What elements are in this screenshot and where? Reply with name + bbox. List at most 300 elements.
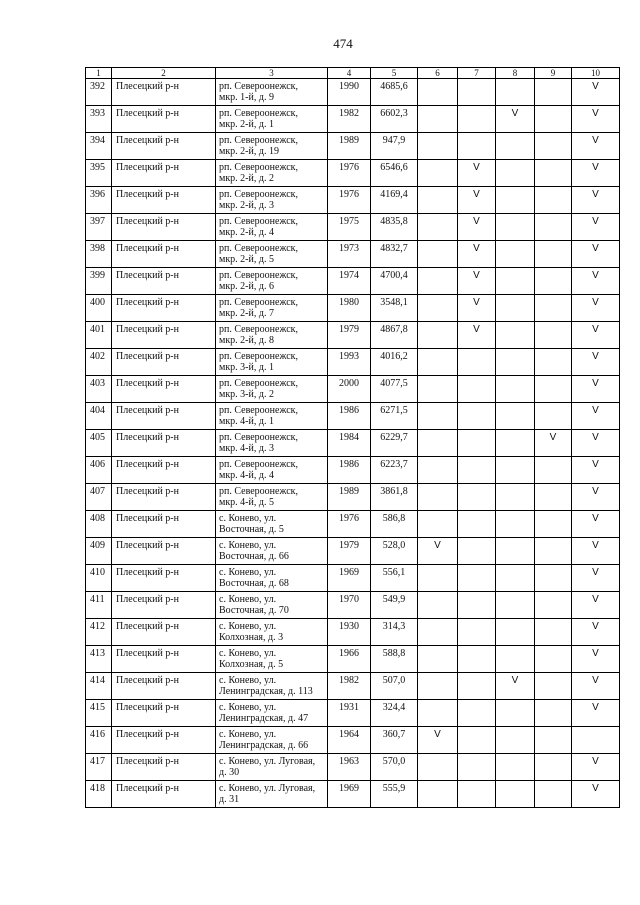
column-header: 4 [328, 68, 371, 79]
column-9-mark [535, 295, 572, 322]
address-cell: с. Конево, ул. Ленинградская, д. 113 [216, 673, 328, 700]
district-cell: Плесецкий р-н [112, 106, 216, 133]
column-header: 7 [458, 68, 496, 79]
table-row [86, 511, 620, 538]
column-8-mark: V [496, 106, 535, 133]
address-cell: с. Конево, ул. Восточная, д. 66 [216, 538, 328, 565]
table-row [86, 592, 620, 619]
column-6-mark [418, 565, 458, 592]
column-8-mark [496, 133, 535, 160]
table-body [86, 79, 620, 808]
column-header: 2 [112, 68, 216, 79]
column-10-mark: V [572, 376, 620, 403]
column-header: 3 [216, 68, 328, 79]
year-built-cell: 1976 [328, 187, 371, 214]
area-cell: 555,9 [371, 781, 418, 808]
column-7-mark [458, 754, 496, 781]
column-10-mark: V [572, 133, 620, 160]
column-9-mark [535, 619, 572, 646]
district-cell: Плесецкий р-н [112, 511, 216, 538]
column-10-mark: V [572, 619, 620, 646]
table-row [86, 565, 620, 592]
address-cell: рп. Североонежск, мкр. 2-й, д. 4 [216, 214, 328, 241]
table-row [86, 160, 620, 187]
area-cell: 528,0 [371, 538, 418, 565]
district-cell: Плесецкий р-н [112, 160, 216, 187]
district-cell: Плесецкий р-н [112, 241, 216, 268]
column-10-mark: V [572, 187, 620, 214]
table-row [86, 430, 620, 457]
year-built-cell: 1963 [328, 754, 371, 781]
row-number-cell: 412 [86, 619, 112, 646]
column-header: 8 [496, 68, 535, 79]
area-cell: 4169,4 [371, 187, 418, 214]
district-cell: Плесецкий р-н [112, 700, 216, 727]
address-cell: с. Конево, ул. Восточная, д. 70 [216, 592, 328, 619]
year-built-cell: 1969 [328, 781, 371, 808]
row-number-cell: 403 [86, 376, 112, 403]
column-9-mark [535, 322, 572, 349]
column-header: 5 [371, 68, 418, 79]
row-number-cell: 406 [86, 457, 112, 484]
column-9-mark [535, 754, 572, 781]
district-cell: Плесецкий р-н [112, 133, 216, 160]
table-row [86, 322, 620, 349]
district-cell: Плесецкий р-н [112, 619, 216, 646]
column-10-mark: V [572, 592, 620, 619]
row-number-cell: 396 [86, 187, 112, 214]
year-built-cell: 1969 [328, 565, 371, 592]
column-10-mark: V [572, 322, 620, 349]
address-cell: рп. Североонежск, мкр. 2-й, д. 8 [216, 322, 328, 349]
district-cell: Плесецкий р-н [112, 403, 216, 430]
column-9-mark [535, 700, 572, 727]
column-6-mark [418, 133, 458, 160]
address-cell: рп. Североонежск, мкр. 3-й, д. 1 [216, 349, 328, 376]
year-built-cell: 1974 [328, 268, 371, 295]
column-8-mark [496, 484, 535, 511]
column-9-mark [535, 484, 572, 511]
column-6-mark [418, 781, 458, 808]
year-built-cell: 1982 [328, 106, 371, 133]
column-9-mark [535, 133, 572, 160]
column-9-mark [535, 214, 572, 241]
area-cell: 6546,6 [371, 160, 418, 187]
year-built-cell: 1931 [328, 700, 371, 727]
row-number-cell: 417 [86, 754, 112, 781]
year-built-cell: 1989 [328, 484, 371, 511]
column-6-mark [418, 430, 458, 457]
district-cell: Плесецкий р-н [112, 268, 216, 295]
row-number-cell: 405 [86, 430, 112, 457]
district-cell: Плесецкий р-н [112, 646, 216, 673]
column-9-mark [535, 673, 572, 700]
district-cell: Плесецкий р-н [112, 673, 216, 700]
column-8-mark [496, 565, 535, 592]
column-10-mark: V [572, 403, 620, 430]
column-9-mark [535, 727, 572, 754]
table-row [86, 106, 620, 133]
district-cell: Плесецкий р-н [112, 727, 216, 754]
row-number-cell: 395 [86, 160, 112, 187]
column-6-mark: V [418, 727, 458, 754]
column-6-mark [418, 673, 458, 700]
row-number-cell: 416 [86, 727, 112, 754]
column-7-mark [458, 727, 496, 754]
area-cell: 3548,1 [371, 295, 418, 322]
district-cell: Плесецкий р-н [112, 79, 216, 106]
column-10-mark: V [572, 754, 620, 781]
column-8-mark [496, 538, 535, 565]
column-6-mark [418, 619, 458, 646]
column-6-mark [418, 457, 458, 484]
column-9-mark [535, 160, 572, 187]
year-built-cell: 1989 [328, 133, 371, 160]
row-number-cell: 399 [86, 268, 112, 295]
row-number-cell: 418 [86, 781, 112, 808]
district-cell: Плесецкий р-н [112, 322, 216, 349]
area-cell: 314,3 [371, 619, 418, 646]
column-8-mark [496, 754, 535, 781]
table-row [86, 349, 620, 376]
year-built-cell: 1979 [328, 538, 371, 565]
column-6-mark [418, 376, 458, 403]
column-7-mark [458, 700, 496, 727]
table-row [86, 376, 620, 403]
address-cell: с. Конево, ул. Луговая, д. 31 [216, 781, 328, 808]
column-10-mark: V [572, 214, 620, 241]
column-6-mark [418, 241, 458, 268]
column-6-mark [418, 268, 458, 295]
column-6-mark [418, 106, 458, 133]
area-cell: 6271,5 [371, 403, 418, 430]
table-row [86, 133, 620, 160]
column-7-mark: V [458, 241, 496, 268]
column-7-mark: V [458, 187, 496, 214]
column-8-mark [496, 187, 535, 214]
area-cell: 947,9 [371, 133, 418, 160]
address-cell: с. Конево, ул. Восточная, д. 5 [216, 511, 328, 538]
column-8-mark [496, 646, 535, 673]
address-cell: рп. Североонежск, мкр. 2-й, д. 7 [216, 295, 328, 322]
address-cell: рп. Североонежск, мкр. 4-й, д. 4 [216, 457, 328, 484]
column-9-mark [535, 565, 572, 592]
row-number-cell: 407 [86, 484, 112, 511]
column-7-mark: V [458, 268, 496, 295]
column-7-mark [458, 403, 496, 430]
area-cell: 507,0 [371, 673, 418, 700]
column-8-mark [496, 403, 535, 430]
column-9-mark [535, 781, 572, 808]
column-9-mark [535, 511, 572, 538]
address-cell: рп. Североонежск, мкр. 2-й, д. 1 [216, 106, 328, 133]
column-7-mark: V [458, 322, 496, 349]
year-built-cell: 1979 [328, 322, 371, 349]
column-8-mark [496, 781, 535, 808]
column-10-mark: V [572, 484, 620, 511]
address-cell: рп. Североонежск, мкр. 2-й, д. 19 [216, 133, 328, 160]
area-cell: 3861,8 [371, 484, 418, 511]
year-built-cell: 1984 [328, 430, 371, 457]
year-built-cell: 1976 [328, 160, 371, 187]
column-6-mark [418, 79, 458, 106]
column-7-mark [458, 484, 496, 511]
table-row [86, 268, 620, 295]
column-6-mark [418, 646, 458, 673]
column-6-mark [418, 700, 458, 727]
address-cell: с. Конево, ул. Колхозная, д. 5 [216, 646, 328, 673]
row-number-cell: 410 [86, 565, 112, 592]
table-row [86, 403, 620, 430]
table-row [86, 187, 620, 214]
column-8-mark [496, 160, 535, 187]
table-row [86, 727, 620, 754]
column-8-mark [496, 241, 535, 268]
address-cell: рп. Североонежск, мкр. 4-й, д. 3 [216, 430, 328, 457]
column-7-mark [458, 673, 496, 700]
column-7-mark [458, 430, 496, 457]
column-10-mark: V [572, 241, 620, 268]
table-row [86, 781, 620, 808]
address-cell: с. Конево, ул. Ленинградская, д. 66 [216, 727, 328, 754]
column-8-mark [496, 214, 535, 241]
column-6-mark [418, 511, 458, 538]
year-built-cell: 1986 [328, 457, 371, 484]
year-built-cell: 1982 [328, 673, 371, 700]
row-number-cell: 411 [86, 592, 112, 619]
column-number-row [86, 68, 620, 79]
district-cell: Плесецкий р-н [112, 484, 216, 511]
address-cell: с. Конево, ул. Луговая, д. 30 [216, 754, 328, 781]
column-7-mark [458, 133, 496, 160]
column-6-mark [418, 160, 458, 187]
year-built-cell: 1970 [328, 592, 371, 619]
column-9-mark [535, 79, 572, 106]
district-cell: Плесецкий р-н [112, 349, 216, 376]
column-9-mark: V [535, 430, 572, 457]
year-built-cell: 1980 [328, 295, 371, 322]
address-cell: рп. Североонежск, мкр. 2-й, д. 6 [216, 268, 328, 295]
area-cell: 6229,7 [371, 430, 418, 457]
column-header: 1 [86, 68, 112, 79]
year-built-cell: 1990 [328, 79, 371, 106]
column-9-mark [535, 376, 572, 403]
column-10-mark: V [572, 646, 620, 673]
address-cell: рп. Североонежск, мкр. 2-й, д. 2 [216, 160, 328, 187]
row-number-cell: 397 [86, 214, 112, 241]
column-9-mark [535, 268, 572, 295]
address-cell: рп. Североонежск, мкр. 2-й, д. 5 [216, 241, 328, 268]
column-10-mark: V [572, 457, 620, 484]
year-built-cell: 2000 [328, 376, 371, 403]
address-cell: рп. Североонежск, мкр. 4-й, д. 5 [216, 484, 328, 511]
column-9-mark [535, 538, 572, 565]
column-6-mark [418, 403, 458, 430]
column-9-mark [535, 106, 572, 133]
row-number-cell: 401 [86, 322, 112, 349]
column-7-mark [458, 376, 496, 403]
row-number-cell: 400 [86, 295, 112, 322]
table-row [86, 79, 620, 106]
page-number: 474 [333, 36, 353, 51]
column-header: 10 [572, 68, 620, 79]
row-number-cell: 409 [86, 538, 112, 565]
district-cell: Плесецкий р-н [112, 430, 216, 457]
column-8-mark [496, 457, 535, 484]
district-cell: Плесецкий р-н [112, 214, 216, 241]
column-10-mark: V [572, 106, 620, 133]
column-10-mark: V [572, 268, 620, 295]
column-7-mark [458, 349, 496, 376]
column-8-mark [496, 349, 535, 376]
column-6-mark [418, 484, 458, 511]
column-6-mark [418, 295, 458, 322]
year-built-cell: 1976 [328, 511, 371, 538]
address-cell: с. Конево, ул. Колхозная, д. 3 [216, 619, 328, 646]
column-10-mark [572, 727, 620, 754]
year-built-cell: 1973 [328, 241, 371, 268]
table-row [86, 241, 620, 268]
column-10-mark: V [572, 700, 620, 727]
column-7-mark [458, 619, 496, 646]
column-8-mark [496, 79, 535, 106]
district-cell: Плесецкий р-н [112, 187, 216, 214]
district-cell: Плесецкий р-н [112, 754, 216, 781]
column-9-mark [535, 457, 572, 484]
address-cell: рп. Североонежск, мкр. 1-й, д. 9 [216, 79, 328, 106]
column-9-mark [535, 592, 572, 619]
area-cell: 4867,8 [371, 322, 418, 349]
table-row [86, 457, 620, 484]
column-6-mark: V [418, 538, 458, 565]
district-cell: Плесецкий р-н [112, 781, 216, 808]
row-number-cell: 393 [86, 106, 112, 133]
table-row [86, 700, 620, 727]
area-cell: 556,1 [371, 565, 418, 592]
address-cell: с. Конево, ул. Ленинградская, д. 47 [216, 700, 328, 727]
table-row [86, 214, 620, 241]
column-9-mark [535, 187, 572, 214]
address-cell: рп. Североонежск, мкр. 2-й, д. 3 [216, 187, 328, 214]
area-cell: 4685,6 [371, 79, 418, 106]
column-8-mark [496, 268, 535, 295]
column-10-mark: V [572, 538, 620, 565]
table-row [86, 619, 620, 646]
row-number-cell: 394 [86, 133, 112, 160]
area-cell: 4077,5 [371, 376, 418, 403]
row-number-cell: 414 [86, 673, 112, 700]
district-cell: Плесецкий р-н [112, 457, 216, 484]
column-header: 9 [535, 68, 572, 79]
row-number-cell: 398 [86, 241, 112, 268]
table-row [86, 295, 620, 322]
column-6-mark [418, 754, 458, 781]
row-number-cell: 408 [86, 511, 112, 538]
column-8-mark [496, 511, 535, 538]
column-10-mark: V [572, 160, 620, 187]
column-7-mark [458, 538, 496, 565]
year-built-cell: 1964 [328, 727, 371, 754]
area-cell: 570,0 [371, 754, 418, 781]
table-row [86, 646, 620, 673]
column-9-mark [535, 403, 572, 430]
column-8-mark [496, 430, 535, 457]
year-built-cell: 1993 [328, 349, 371, 376]
area-cell: 324,4 [371, 700, 418, 727]
column-7-mark [458, 106, 496, 133]
district-cell: Плесецкий р-н [112, 538, 216, 565]
column-8-mark: V [496, 673, 535, 700]
year-built-cell: 1975 [328, 214, 371, 241]
row-number-cell: 404 [86, 403, 112, 430]
district-cell: Плесецкий р-н [112, 592, 216, 619]
address-cell: рп. Североонежск, мкр. 3-й, д. 2 [216, 376, 328, 403]
column-6-mark [418, 592, 458, 619]
column-10-mark: V [572, 349, 620, 376]
column-6-mark [418, 214, 458, 241]
column-8-mark [496, 727, 535, 754]
row-number-cell: 413 [86, 646, 112, 673]
district-cell: Плесецкий р-н [112, 295, 216, 322]
area-cell: 588,8 [371, 646, 418, 673]
column-8-mark [496, 592, 535, 619]
year-built-cell: 1966 [328, 646, 371, 673]
row-number-cell: 402 [86, 349, 112, 376]
table-row [86, 754, 620, 781]
area-cell: 549,9 [371, 592, 418, 619]
district-cell: Плесецкий р-н [112, 376, 216, 403]
column-8-mark [496, 376, 535, 403]
column-7-mark [458, 565, 496, 592]
column-6-mark [418, 187, 458, 214]
address-cell: с. Конево, ул. Восточная, д. 68 [216, 565, 328, 592]
column-header: 6 [418, 68, 458, 79]
table-row [86, 484, 620, 511]
area-cell: 586,8 [371, 511, 418, 538]
year-built-cell: 1930 [328, 619, 371, 646]
area-cell: 6602,3 [371, 106, 418, 133]
column-10-mark: V [572, 565, 620, 592]
column-7-mark: V [458, 160, 496, 187]
area-cell: 4700,4 [371, 268, 418, 295]
column-7-mark [458, 781, 496, 808]
column-8-mark [496, 322, 535, 349]
column-7-mark: V [458, 214, 496, 241]
table-row [86, 673, 620, 700]
column-8-mark [496, 619, 535, 646]
column-6-mark [418, 349, 458, 376]
column-7-mark [458, 646, 496, 673]
column-7-mark [458, 592, 496, 619]
area-cell: 4016,2 [371, 349, 418, 376]
column-7-mark [458, 511, 496, 538]
column-7-mark [458, 457, 496, 484]
district-cell: Плесецкий р-н [112, 565, 216, 592]
table-row [86, 538, 620, 565]
column-8-mark [496, 295, 535, 322]
column-10-mark: V [572, 673, 620, 700]
row-number-cell: 392 [86, 79, 112, 106]
area-cell: 360,7 [371, 727, 418, 754]
column-10-mark: V [572, 295, 620, 322]
column-10-mark: V [572, 430, 620, 457]
housing-register-table [85, 67, 620, 808]
area-cell: 6223,7 [371, 457, 418, 484]
column-9-mark [535, 349, 572, 376]
area-cell: 4835,8 [371, 214, 418, 241]
column-7-mark [458, 79, 496, 106]
column-6-mark [418, 322, 458, 349]
